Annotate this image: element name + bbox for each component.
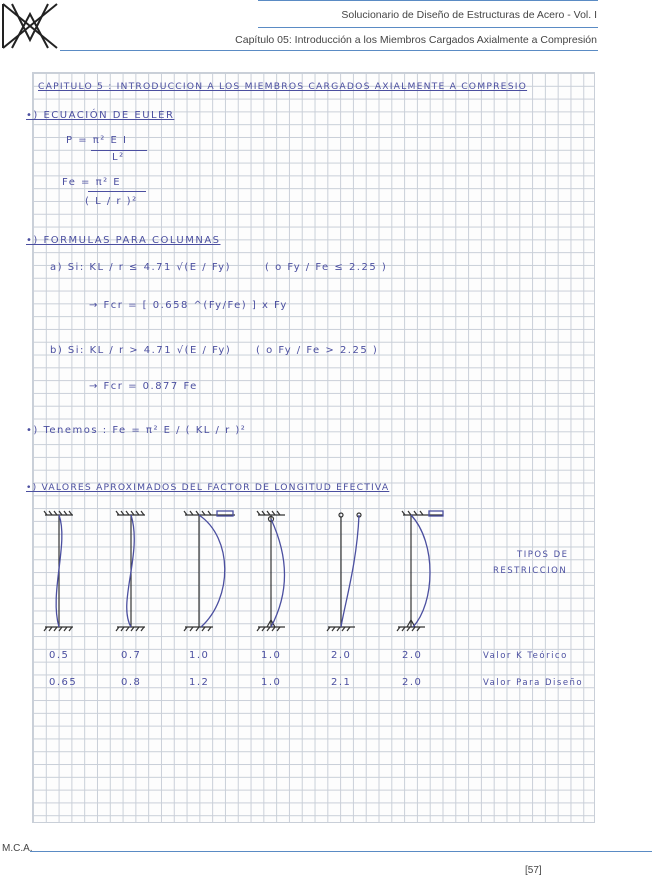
footer-rule [30,851,652,852]
k-theoretical-2: 0.7 [121,650,142,661]
k-design-6: 2.0 [402,677,423,688]
k-design-3: 1.2 [189,677,210,688]
k-design-5: 2.1 [331,677,352,688]
chapter-title: Capítulo 05: Introducción a los Miembros Cargados Axialmente a Compresión [235,34,597,46]
euler-formula-p: P = π² E I [66,135,128,146]
handwritten-notes-sheet [26,72,595,823]
k-theoretical-1: 0.5 [49,650,70,661]
document-title: Solucionario de Diseño de Estructuras de Acero - Vol. I [341,9,597,21]
case-b-alternative: ( o Fy / Fe > 2.25 ) [256,345,379,356]
restriction-label-line2: RESTRICCION [493,566,568,576]
header-rule-bottom [60,50,598,51]
header-rule-top [258,0,598,1]
k-theoretical-4: 1.0 [261,650,282,661]
fraction-bar [88,191,146,192]
euler-formula-fe-denominator: ( L / r )² [85,196,138,207]
restriction-label-line1: TIPOS DE [517,550,569,560]
k-theoretical-3: 1.0 [189,650,210,661]
k-design-4: 1.0 [261,677,282,688]
page-number: [57] [525,865,542,876]
k-design-2: 0.8 [121,677,142,688]
k-design-1: 0.65 [49,677,78,688]
k-design-label: Valor Para Diseño [483,678,584,688]
k-theoretical-6: 2.0 [402,650,423,661]
chapter-heading: CAPITULO 5 : INTRODUCCION A LOS MIEMBROS CARGADOS AXIALMENTE A COMPRESIO [38,81,528,92]
values-heading: •) VALORES APROXIMADOS DEL FACTOR DE LONGITUD EFECTIVA [26,482,390,493]
case-a-condition: a) Si: KL / r ≤ 4.71 √(E / Fy) [50,262,232,273]
case-a-result: → Fcr = [ 0.658 ^(Fy/Fe) ] x Fy [89,300,288,311]
fraction-bar [91,150,147,151]
k-theoretical-label: Valor K Teórico [483,651,568,661]
euler-heading: •) ECUACIÓN DE EULER [26,110,175,121]
k-theoretical-5: 2.0 [331,650,352,661]
case-a-alternative: ( o Fy / Fe ≤ 2.25 ) [265,262,388,273]
logo-icon [0,0,60,52]
header-rule-middle [258,27,598,28]
footer-author: M.C.A. [2,843,33,854]
euler-formula-p-denominator: L² [112,152,125,163]
case-b-condition: b) Si: KL / r > 4.71 √(E / Fy) [50,345,232,356]
formulas-heading: •) FORMULAS PARA COLUMNAS [26,235,221,246]
case-b-result: → Fcr = 0.877 Fe [89,381,198,392]
tenemos-formula: •) Tenemos : Fe = π² E / ( KL / r )² [26,425,247,436]
euler-formula-fe: Fe = π² E [62,177,122,188]
